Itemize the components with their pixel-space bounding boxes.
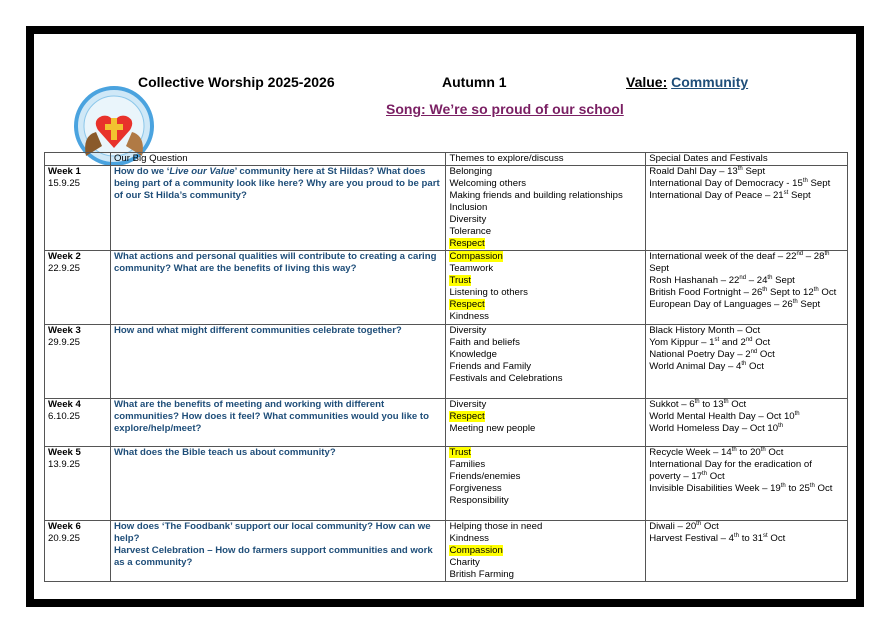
theme-text: Diversity	[449, 399, 487, 410]
ordinal-suffix: nd	[739, 274, 747, 281]
theme-text: Responsibility	[449, 495, 509, 506]
date-item: Yom Kippur – 1st and 2nd Oct	[649, 336, 771, 348]
theme-item	[449, 238, 642, 250]
week-cell	[45, 251, 111, 325]
table-row	[45, 521, 848, 582]
ordinal-suffix: th	[792, 298, 798, 305]
song-title: Song: We’re so proud of our school	[386, 101, 624, 117]
theme-item	[449, 214, 642, 226]
week-cell	[45, 166, 111, 251]
theme-item	[449, 495, 642, 507]
ordinal-suffix: th	[809, 482, 815, 489]
dates-cell	[646, 166, 848, 251]
theme-text: Meeting new people	[449, 423, 536, 434]
question-text: How do we ‘	[113, 166, 170, 177]
week-date: 13.9.25	[48, 459, 81, 470]
week-label: Week 3	[48, 325, 81, 336]
week-cell	[45, 399, 111, 447]
theme-item	[449, 263, 642, 275]
ordinal-suffix: th	[767, 274, 773, 281]
question-text: Harvest Celebration – How do farmers support communities and work as a community?	[113, 545, 433, 568]
theme-text: Compassion	[449, 251, 503, 262]
question-text: What are the benefits of meeting and working with different communities? How does it feel? What communities would you like to explore/help/meet?	[113, 399, 429, 434]
week-cell	[45, 447, 111, 521]
theme-text: Teamwork	[449, 263, 494, 274]
question-cell	[110, 166, 446, 251]
ordinal-suffix: st	[783, 189, 789, 196]
themes-cell	[446, 399, 646, 447]
theme-text: Kindness	[449, 533, 489, 544]
value-name: Community	[671, 74, 749, 90]
theme-text: Respect	[449, 411, 485, 422]
theme-text: Friends/enemies	[449, 471, 521, 482]
theme-text: Making friends and building relationships	[449, 190, 623, 201]
date-item: Black History Month – Oct	[649, 325, 761, 336]
question-text: What actions and personal qualities will contribute to creating a caring community? What are the benefits of living this way?	[113, 251, 437, 274]
table-row	[45, 325, 848, 399]
theme-item	[449, 423, 642, 435]
themes-cell	[446, 166, 646, 251]
value-heading	[626, 74, 748, 90]
date-item: National Poetry Day – 2nd Oct	[649, 348, 775, 360]
theme-item	[449, 251, 642, 263]
theme-item	[449, 557, 642, 569]
date-item: British Food Fortnight – 26th Sept to 12th Oct	[649, 286, 837, 298]
theme-text: Faith and beliefs	[449, 337, 520, 348]
ordinal-suffix: th	[760, 446, 766, 453]
week-date: 22.9.25	[48, 263, 81, 274]
date-item: World Homeless Day – Oct 10th	[649, 422, 784, 434]
theme-text: Festivals and Celebrations	[449, 373, 563, 384]
question-cell	[110, 447, 446, 521]
theme-item	[449, 373, 642, 385]
week-label: Week 2	[48, 251, 81, 262]
theme-text: Respect	[449, 238, 485, 249]
theme-item	[449, 325, 642, 337]
date-item: Diwali – 20th Oct	[649, 520, 719, 532]
worship-plan-table	[44, 152, 848, 582]
dates-cell	[646, 521, 848, 582]
ordinal-suffix: th	[737, 165, 743, 172]
theme-text: Charity	[449, 557, 480, 568]
header-cell-dates: Special Dates and Festivals	[646, 153, 848, 166]
theme-item	[449, 459, 642, 471]
date-item: Sukkot – 6th to 13th Oct	[649, 398, 747, 410]
theme-item	[449, 399, 642, 411]
theme-text: Inclusion	[449, 202, 488, 213]
theme-text: Diversity	[449, 214, 487, 225]
theme-text: Listening to others	[449, 287, 528, 298]
ordinal-suffix: st	[714, 336, 720, 343]
week-date: 15.9.25	[48, 178, 81, 189]
week-date: 20.9.25	[48, 533, 81, 544]
question-cell	[110, 521, 446, 582]
theme-item	[449, 337, 642, 349]
date-item: Rosh Hashanah – 22nd – 24th Sept	[649, 274, 795, 286]
week-cell	[45, 521, 111, 582]
week-cell	[45, 325, 111, 399]
ordinal-suffix: nd	[745, 336, 753, 343]
week-label: Week 6	[48, 521, 81, 532]
date-item: Roald Dahl Day – 13th Sept	[649, 165, 766, 177]
theme-item	[449, 166, 642, 178]
term-label: Autumn 1	[442, 74, 507, 90]
question-text: ’ community here at St Hildas? What does being part of a community look like here? Why are you proud to be part of our St Hilda’s community?	[113, 166, 440, 201]
themes-cell	[446, 325, 646, 399]
ordinal-suffix: nd	[750, 348, 758, 355]
header-cell-themes: Themes to explore/discuss	[446, 153, 646, 166]
theme-item	[449, 178, 642, 190]
theme-item	[449, 545, 642, 557]
dates-cell	[646, 399, 848, 447]
themes-cell	[446, 521, 646, 582]
date-item: World Mental Health Day – Oct 10th	[649, 410, 800, 422]
table-body	[45, 166, 848, 582]
date-item: World Animal Day – 4th Oct	[649, 360, 764, 372]
theme-item	[449, 275, 642, 287]
date-item: Recycle Week – 14th to 20th Oct	[649, 446, 784, 458]
dates-cell	[646, 325, 848, 399]
theme-item	[449, 483, 642, 495]
theme-item	[449, 471, 642, 483]
theme-text: Helping those in need	[449, 521, 543, 532]
week-date: 29.9.25	[48, 337, 81, 348]
question-cell	[110, 325, 446, 399]
table-row	[45, 399, 848, 447]
theme-text: Families	[449, 459, 486, 470]
question-text: Live our Value	[169, 166, 235, 177]
ordinal-suffix: th	[794, 410, 800, 417]
theme-text: Forgiveness	[449, 483, 502, 494]
ordinal-suffix: th	[813, 286, 819, 293]
date-item: International Day of Peace – 21st Sept	[649, 189, 811, 201]
ordinal-suffix: th	[723, 398, 729, 405]
ordinal-suffix: th	[731, 446, 737, 453]
question-text: How does ‘The Foodbank’ support our local community? How can we help?	[113, 521, 431, 544]
ordinal-suffix: nd	[796, 250, 804, 257]
theme-text: British Farming	[449, 569, 514, 580]
theme-item	[449, 521, 642, 533]
ordinal-suffix: st	[763, 532, 768, 539]
theme-item	[449, 447, 642, 459]
week-label: Week 5	[48, 447, 81, 458]
ordinal-suffix: th	[802, 177, 808, 184]
theme-item	[449, 226, 642, 238]
themes-cell	[446, 447, 646, 521]
theme-text: Friends and Family	[449, 361, 532, 372]
table-row	[45, 251, 848, 325]
document-frame	[26, 26, 864, 607]
header-cell-week	[45, 153, 111, 166]
theme-item	[449, 361, 642, 373]
week-date: 6.10.25	[48, 411, 81, 422]
theme-item	[449, 349, 642, 361]
ordinal-suffix: th	[778, 422, 784, 429]
ordinal-suffix: th	[741, 360, 747, 367]
question-cell	[110, 251, 446, 325]
table-header-row	[45, 153, 848, 166]
date-item: International Day of Democracy - 15th Sept	[649, 177, 831, 189]
date-item: International Day for the eradication of poverty – 17th Oct	[649, 459, 812, 482]
ordinal-suffix: th	[696, 520, 702, 527]
week-label: Week 4	[48, 399, 81, 410]
theme-text: Knowledge	[449, 349, 497, 360]
theme-item	[449, 569, 642, 581]
date-item: European Day of Languages – 26th Sept	[649, 298, 821, 310]
theme-item	[449, 190, 642, 202]
theme-text: Kindness	[449, 311, 489, 322]
theme-text: Trust	[449, 447, 471, 458]
dates-cell	[646, 447, 848, 521]
value-label: Value:	[626, 74, 668, 90]
header-cell-question: Our Big Question	[110, 153, 446, 166]
theme-text: Diversity	[449, 325, 487, 336]
question-text: What does the Bible teach us about community?	[113, 447, 336, 458]
ordinal-suffix: th	[734, 532, 740, 539]
week-label: Week 1	[48, 166, 81, 177]
theme-text: Respect	[449, 299, 485, 310]
theme-text: Belonging	[449, 166, 493, 177]
question-cell	[110, 399, 446, 447]
theme-text: Tolerance	[449, 226, 492, 237]
theme-text: Trust	[449, 275, 471, 286]
date-item: Harvest Festival – 4th to 31st Oct	[649, 532, 786, 544]
theme-item	[449, 299, 642, 311]
theme-item	[449, 202, 642, 214]
theme-item	[449, 533, 642, 545]
date-item: Invisible Disabilities Week – 19th to 25th Oct	[649, 482, 833, 494]
question-text: How and what might different communities celebrate together?	[113, 325, 402, 336]
theme-item	[449, 411, 642, 423]
date-item: International week of the deaf – 22nd – 28th Sept	[649, 250, 830, 274]
theme-text: Welcoming others	[449, 178, 527, 189]
themes-cell	[446, 251, 646, 325]
theme-item	[449, 311, 642, 323]
ordinal-suffix: th	[824, 250, 830, 257]
ordinal-suffix: th	[694, 398, 700, 405]
table-row	[45, 166, 848, 251]
dates-cell	[646, 251, 848, 325]
document-title: Collective Worship 2025-2026	[138, 74, 335, 90]
ordinal-suffix: th	[780, 482, 786, 489]
theme-item	[449, 287, 642, 299]
theme-text: Compassion	[449, 545, 503, 556]
table-row	[45, 447, 848, 521]
ordinal-suffix: th	[762, 286, 768, 293]
ordinal-suffix: th	[702, 470, 708, 477]
